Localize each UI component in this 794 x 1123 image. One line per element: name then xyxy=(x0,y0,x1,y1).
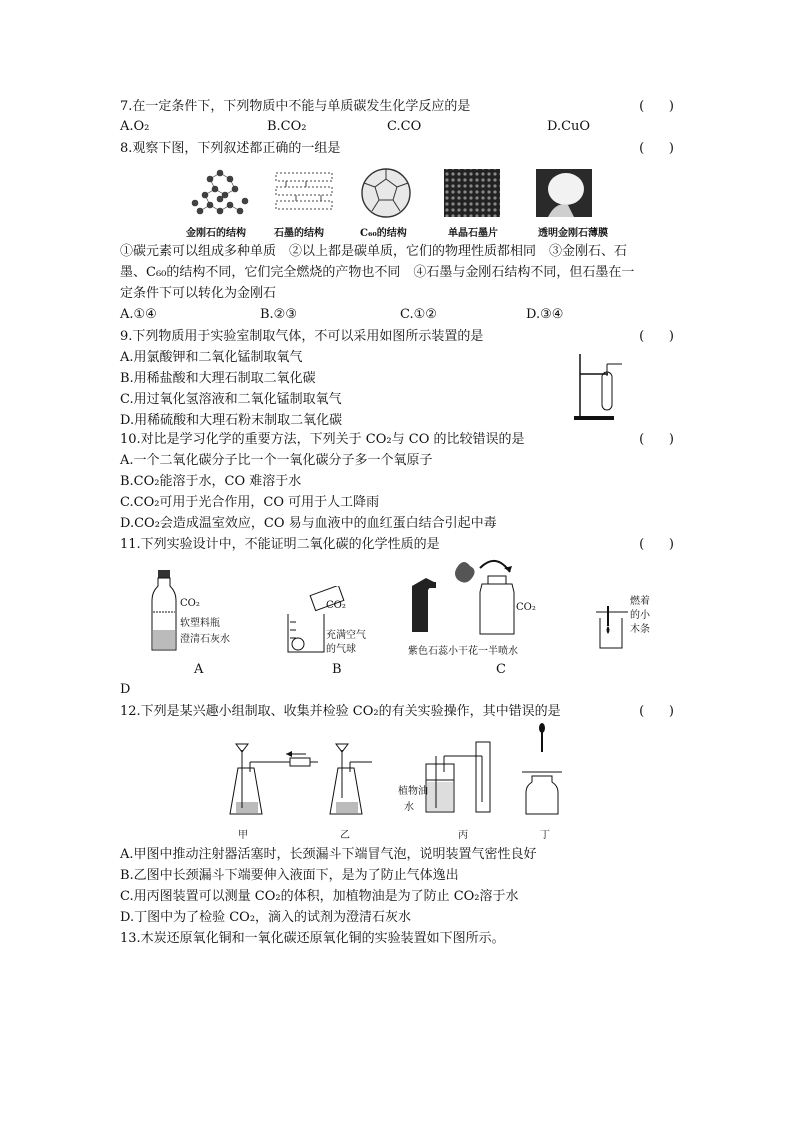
q8-option-d: D.③④ xyxy=(526,307,564,322)
apparatus-ding xyxy=(522,723,562,814)
q10-answer-paren: ( ) xyxy=(639,432,674,447)
q8-option-b: B.②③ xyxy=(260,307,297,322)
q11a-bottle-label: 软塑料瓶 xyxy=(180,618,220,629)
q12-option-a: A.甲图中推动注射器活塞时，长颈漏斗下端冒气泡，说明装置气密性良好 xyxy=(120,847,537,862)
q7-option-a: A.O₂ xyxy=(120,119,150,134)
q8-option-a: A.①④ xyxy=(120,307,157,322)
q8-stem: 8.观察下图，下列叙述都正确的一组是 xyxy=(120,141,341,156)
q9-option-c: C.用过氧化氢溶液和二氧化锰制取氧气 xyxy=(120,392,342,407)
q11d-label-1: 燃着 xyxy=(630,596,650,607)
q10-option-a: A.一个二氧化碳分子比一个一氧化碳分子多一个氧原子 xyxy=(120,453,433,468)
q12-option-d: D.丁图中为了检验 CO₂，滴入的试剂为澄清石灰水 xyxy=(120,910,412,925)
caption-diamond: 金刚石的结构 xyxy=(186,228,246,239)
q8-statement-line-3: 定条件下可以转化为金刚石 xyxy=(120,286,277,301)
q12-water-label: 水 xyxy=(404,802,414,813)
q11-stem: 11.下列实验设计中，不能证明二氧化碳的化学性质的是 xyxy=(120,537,440,552)
q11d-label-3: 木条 xyxy=(630,624,650,635)
q11-letter-b: B xyxy=(332,662,342,677)
q11b-balloon-label-2: 的气球 xyxy=(326,644,356,655)
q9-apparatus-image xyxy=(572,350,628,426)
apparatus-bing xyxy=(426,742,490,812)
q12-label-bing: 丙 xyxy=(458,830,468,841)
caption-graphite-sheet: 单晶石墨片 xyxy=(448,228,498,239)
q11a-water-label: 澄清石灰水 xyxy=(180,634,230,645)
q12-label-yi: 乙 xyxy=(340,830,350,841)
q11b-co2-label: CO₂ xyxy=(326,600,346,611)
q12-label-ding: 丁 xyxy=(540,830,550,841)
caption-diamond-film: 透明金刚石薄膜 xyxy=(538,228,608,239)
q11-letter-a: A xyxy=(194,662,204,677)
diamond-film-image xyxy=(536,169,592,217)
q9-option-b: B.用稀盐酸和大理石制取二氧化碳 xyxy=(120,371,316,386)
q9-answer-paren: ( ) xyxy=(639,329,674,344)
q7-option-d: D.CuO xyxy=(547,119,591,134)
q11b-balloon-label-1: 充满空气 xyxy=(326,630,366,641)
q7-option-b: B.CO₂ xyxy=(267,119,307,134)
q7-stem: 7.在一定条件下，下列物质中不能与单质碳发生化学反应的是 xyxy=(120,99,471,114)
q11-letter-c: C xyxy=(496,662,506,677)
q9-option-a: A.用氯酸钾和二氧化锰制取氧气 xyxy=(120,350,303,365)
q8-carbon-figures xyxy=(186,165,606,223)
c60-structure-image xyxy=(362,169,410,217)
q10-option-d: D.CO₂会造成温室效应，CO 易与血液中的血红蛋白结合引起中毒 xyxy=(120,516,497,531)
q10-option-b: B.CO₂能溶于水，CO 难溶于水 xyxy=(120,474,302,489)
q11-figure-a xyxy=(148,568,180,658)
q13-stem: 13.木炭还原氧化铜和一氧化碳还原氧化铜的实验装置如下图所示。 xyxy=(120,931,505,946)
q11a-co2-label: CO₂ xyxy=(180,598,200,609)
q11-answer-paren: ( ) xyxy=(639,537,674,552)
q8-statement-line-1: ①碳元素可以组成多种单质 ②以上都是碳单质，它们的物理性质都相同 ③金刚石、石 xyxy=(120,244,628,259)
q11-figure-c xyxy=(406,556,546,642)
q12-answer-paren: ( ) xyxy=(639,704,674,719)
q10-option-c: C.CO₂可用于光合作用，CO 可用于人工降雨 xyxy=(120,495,380,510)
graphite-structure-image xyxy=(276,173,332,209)
q9-stem: 9.下列物质用于实验室制取气体，不可以采用如图所示装置的是 xyxy=(120,329,484,344)
q9-option-d: D.用稀硫酸和大理石粉末制取二氧化碳 xyxy=(120,413,343,428)
q12-option-c: C.用丙图装置可以测量 CO₂的体积，加植物油是为了防止 CO₂溶于水 xyxy=(120,889,519,904)
apparatus-jia xyxy=(230,744,318,814)
q11-letter-d: D xyxy=(120,682,131,697)
q11d-label-2: 的小 xyxy=(630,610,650,621)
graphite-sheet-image xyxy=(444,169,500,217)
caption-graphite: 石墨的结构 xyxy=(274,228,324,239)
caption-c60: C₆₀的结构 xyxy=(360,228,407,239)
q7-answer-paren: ( ) xyxy=(639,99,674,114)
q12-option-b: B.乙图中长颈漏斗下端要伸入液面下，是为了防止气体逸出 xyxy=(120,868,459,883)
q8-answer-paren: ( ) xyxy=(639,141,674,156)
q7-option-c: C.CO xyxy=(387,119,422,134)
q10-stem: 10.对比是学习化学的重要方法，下列关于 CO₂与 CO 的比较错误的是 xyxy=(120,432,525,447)
q11c-co2-label: CO₂ xyxy=(516,602,536,613)
q12-label-jia: 甲 xyxy=(238,830,248,841)
q8-statement-line-2: 墨、C₆₀的结构不同，它们完全燃烧的产物也不同 ④石墨与金刚石结构不同，但石墨在一 xyxy=(120,265,635,280)
q12-apparatus-figures xyxy=(226,722,566,824)
q12-oil-label: 植物油 xyxy=(398,786,428,797)
apparatus-yi xyxy=(330,744,372,814)
diamond-structure-image xyxy=(192,170,248,214)
q11-figure-d xyxy=(594,600,634,656)
q8-option-c: C.①② xyxy=(400,307,437,322)
q12-stem: 12.下列是某兴趣小组制取、收集并检验 CO₂的有关实验操作，其中错误的是 xyxy=(120,704,561,719)
q11c-flower-label: 紫色石蕊小干花一半喷水 xyxy=(408,646,518,657)
